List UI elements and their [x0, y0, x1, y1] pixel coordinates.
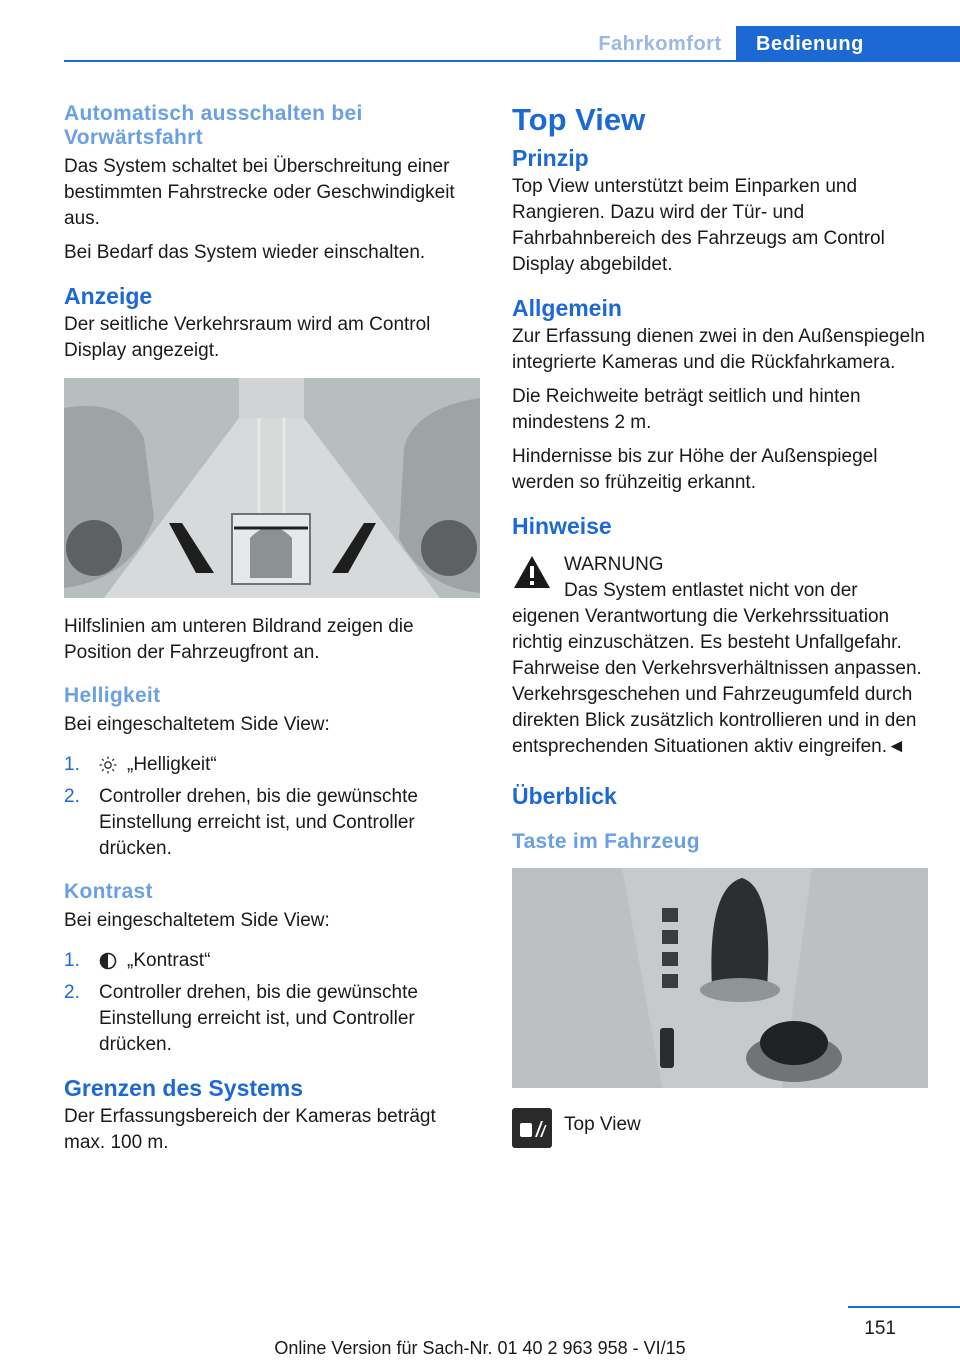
warning-block	[512, 552, 928, 760]
top-view-label: Top View	[564, 1114, 641, 1135]
step-text: „Kontrast“	[127, 950, 211, 971]
heading-taste: Taste im Fahrzeug	[512, 830, 700, 853]
step-number: 2.	[64, 786, 80, 807]
paragraph: Hindernisse bis zur Höhe der Außenspiegel werden so frühzeitig erkannt.	[512, 446, 878, 493]
left-column	[64, 102, 480, 1164]
list-item	[64, 752, 480, 778]
heading-ueberblick: Überblick	[512, 783, 617, 809]
console-illustration	[512, 868, 928, 1088]
top-view-icon	[512, 1108, 552, 1148]
paragraph: Bei Bedarf das System wieder einschalten.	[64, 242, 426, 263]
paragraph: Das System schaltet bei Überschreitung einer bestimmten Fahrstrecke oder Geschwindigkeit aus.	[64, 156, 455, 229]
paragraph: Der Erfassungsbereich der Kameras beträgt max. 100 m.	[64, 1106, 436, 1153]
step-number: 1.	[64, 754, 80, 775]
footer-text: Online Version für Sach-Nr. 01 40 2 963 958 - VI/15	[274, 1338, 686, 1358]
paragraph: Bei eingeschaltetem Side View:	[64, 714, 330, 735]
paragraph: Zur Erfassung dienen zwei in den Außenspiegeln integrierte Kameras und die Rückfahrkamera.	[512, 326, 925, 373]
side-view-illustration	[64, 378, 480, 598]
warning-text: Das System entlastet nicht von der eigenen Verantwortung die Verkehrssituation richtig einzuschätzen. Es besteht Unfallgefahr. Fahrweise den Verkehrsverhältnissen anpassen. Verkehrsgeschehen und Fahrzeugumfeld durch direkten Blick zusätzlich kontrollieren und in den entsprechenden Situationen aktiv eingreifen.◄	[512, 580, 922, 757]
helligkeit-steps	[64, 752, 480, 862]
kontrast-steps	[64, 948, 480, 1058]
heading-kontrast: Kontrast	[64, 880, 153, 903]
right-column	[512, 102, 928, 1148]
step-number: 1.	[64, 950, 80, 971]
top-view-key	[512, 1108, 928, 1148]
list-item	[64, 948, 480, 974]
paragraph: Der seitliche Verkehrsraum wird am Control Display angezeigt.	[64, 314, 431, 361]
warning-title: WARNUNG	[564, 554, 664, 575]
heading-auto-off: Automatisch ausschalten bei Vorwärtsfahrt	[64, 102, 363, 149]
paragraph: Bei eingeschaltetem Side View:	[64, 910, 330, 931]
paragraph: Top View unterstützt beim Einparken und Rangieren. Dazu wird der Tür- und Fahrbahnbereich des Fahrzeugs am Control Display abgebildet.	[512, 176, 885, 275]
footer-rule	[848, 1306, 960, 1308]
list-item	[64, 980, 480, 1058]
heading-grenzen: Grenzen des Systems	[64, 1075, 304, 1101]
step-text: Controller drehen, bis die gewünschte Einstellung erreicht ist, und Controller drücken.	[99, 982, 418, 1055]
paragraph: Hilfslinien am unteren Bildrand zeigen die Position der Fahrzeugfront an.	[64, 616, 414, 663]
header-rule	[64, 60, 960, 62]
header-tab-bedienung[interactable]: Bedienung	[736, 26, 960, 62]
heading-allgemein: Allgemein	[512, 295, 622, 321]
step-text: „Helligkeit“	[127, 754, 217, 775]
heading-hinweise: Hinweise	[512, 513, 612, 539]
heading-top-view: Top View	[512, 102, 646, 137]
header-tab-fahrkomfort[interactable]: Fahrkomfort	[598, 32, 722, 55]
contrast-icon	[99, 948, 127, 974]
page-number: 151	[864, 1318, 896, 1339]
warning-icon	[512, 554, 552, 590]
heading-prinzip: Prinzip	[512, 145, 589, 171]
list-item	[64, 784, 480, 862]
step-number: 2.	[64, 982, 80, 1003]
brightness-icon	[99, 752, 127, 778]
heading-anzeige: Anzeige	[64, 283, 153, 309]
step-text: Controller drehen, bis die gewünschte Einstellung erreicht ist, und Controller drücken.	[99, 786, 418, 859]
paragraph: Die Reichweite beträgt seitlich und hinten mindestens 2 m.	[512, 386, 861, 433]
heading-helligkeit: Helligkeit	[64, 684, 161, 707]
